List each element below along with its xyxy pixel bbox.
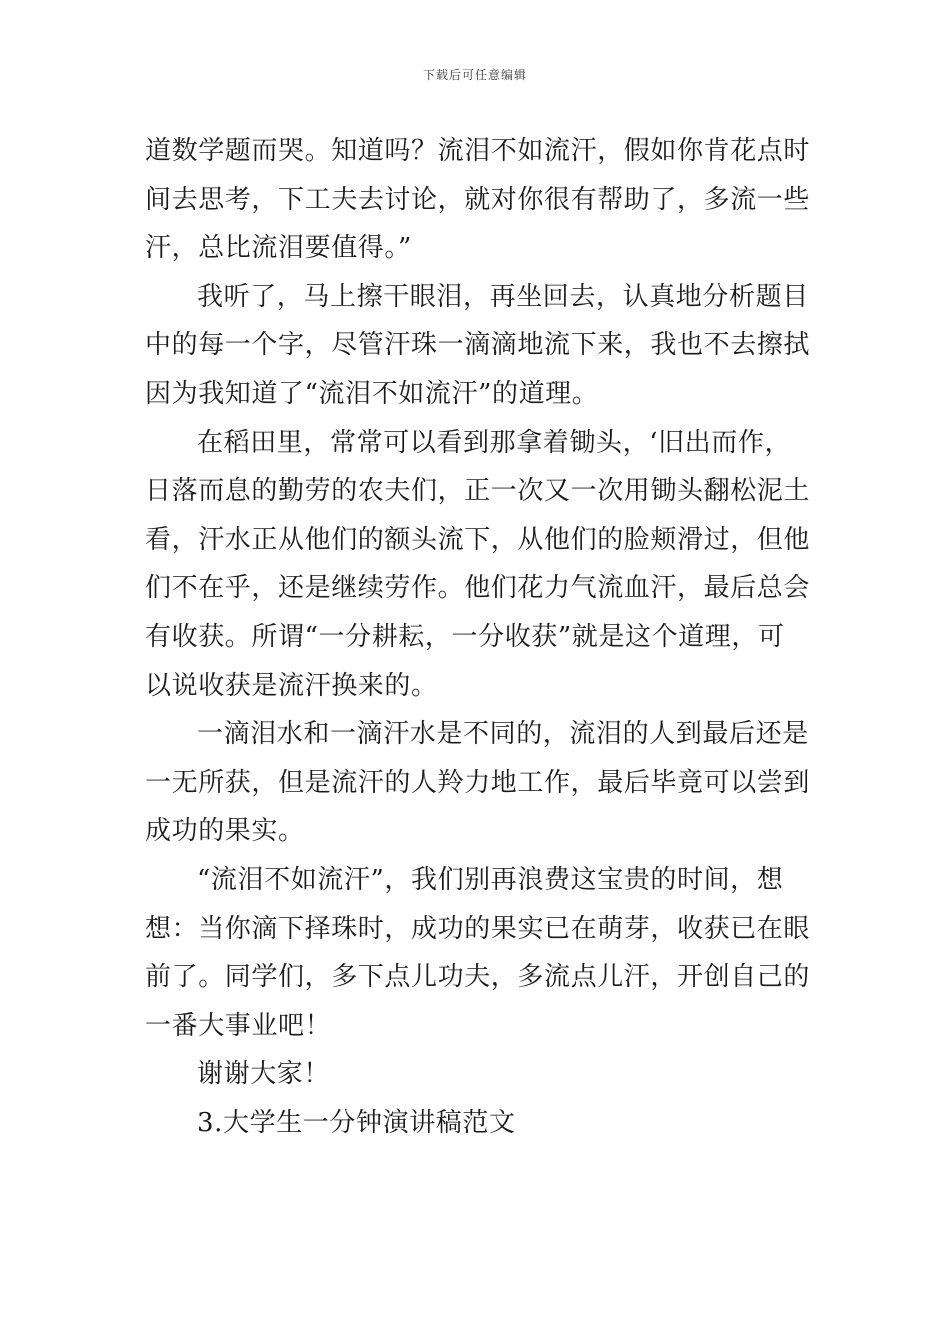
text-line: 一番大事业吧！ [145,1010,332,1041]
text-line: 我听了，马上擦干眼泪，再坐回去，认真地分析题目 [197,281,809,312]
text-line: 成功的果实。 [145,816,305,847]
text-line: 间去思考，下工夫去讨论，就对你很有帮助了，多流一些 [145,184,811,215]
text-line: 因为我知道了“流泪不如流汗”的道理。 [145,378,599,409]
text-line: 一无所获，但是流汗的人羚力地工作，最后毕竟可以尝到 [145,767,811,798]
body-text [145,127,811,1147]
text-line: “流泪不如流汗”，我们别再浪费这宝贵的时间，想 [197,864,784,895]
text-line: 们不在乎，还是继续劳作。他们花力气流血汗，最后总会 [145,573,811,604]
text-line: 中的每一个字，尽管汗珠一滴滴地流下来，我也不去擦拭 [145,330,811,361]
text-line: 道数学题而哭。知道吗？流泪不如流汗，假如你肯花点时 [145,136,811,166]
text-line: 有收获。所谓“一分耕耘，一分收获”就是这个道理，可 [145,621,785,652]
text-line: 汗，总比流泪要值得。” [145,233,412,264]
text-line: 看，汗水正从他们的额头流下，从他们的脸颊滑过，但他 [145,524,811,555]
text-line: 以说收获是流汗换来的。 [145,670,438,701]
text-line: 一滴泪水和一滴汗水是不同的，流泪的人到最后还是 [197,719,809,750]
text-line: 日落而息的勤劳的农夫们，正一次又一次用锄头翻松泥土 [145,476,811,507]
text-line: 想：当你滴下择珠时，成功的果实已在萌芽，收获已在眼 [145,913,811,944]
section-heading: 3.大学生一分钟演讲稿范文 [197,1107,516,1138]
text-line: 前了。同学们，多下点儿功夫，多流点儿汗，开创自己的 [145,962,811,993]
header-note: 下载后可任意编辑 [422,68,527,82]
text-line: 谢谢大家！ [197,1059,331,1090]
text-line: 在稻田里，常常可以看到那拿着锄头，‘旧出而作， [197,427,792,458]
